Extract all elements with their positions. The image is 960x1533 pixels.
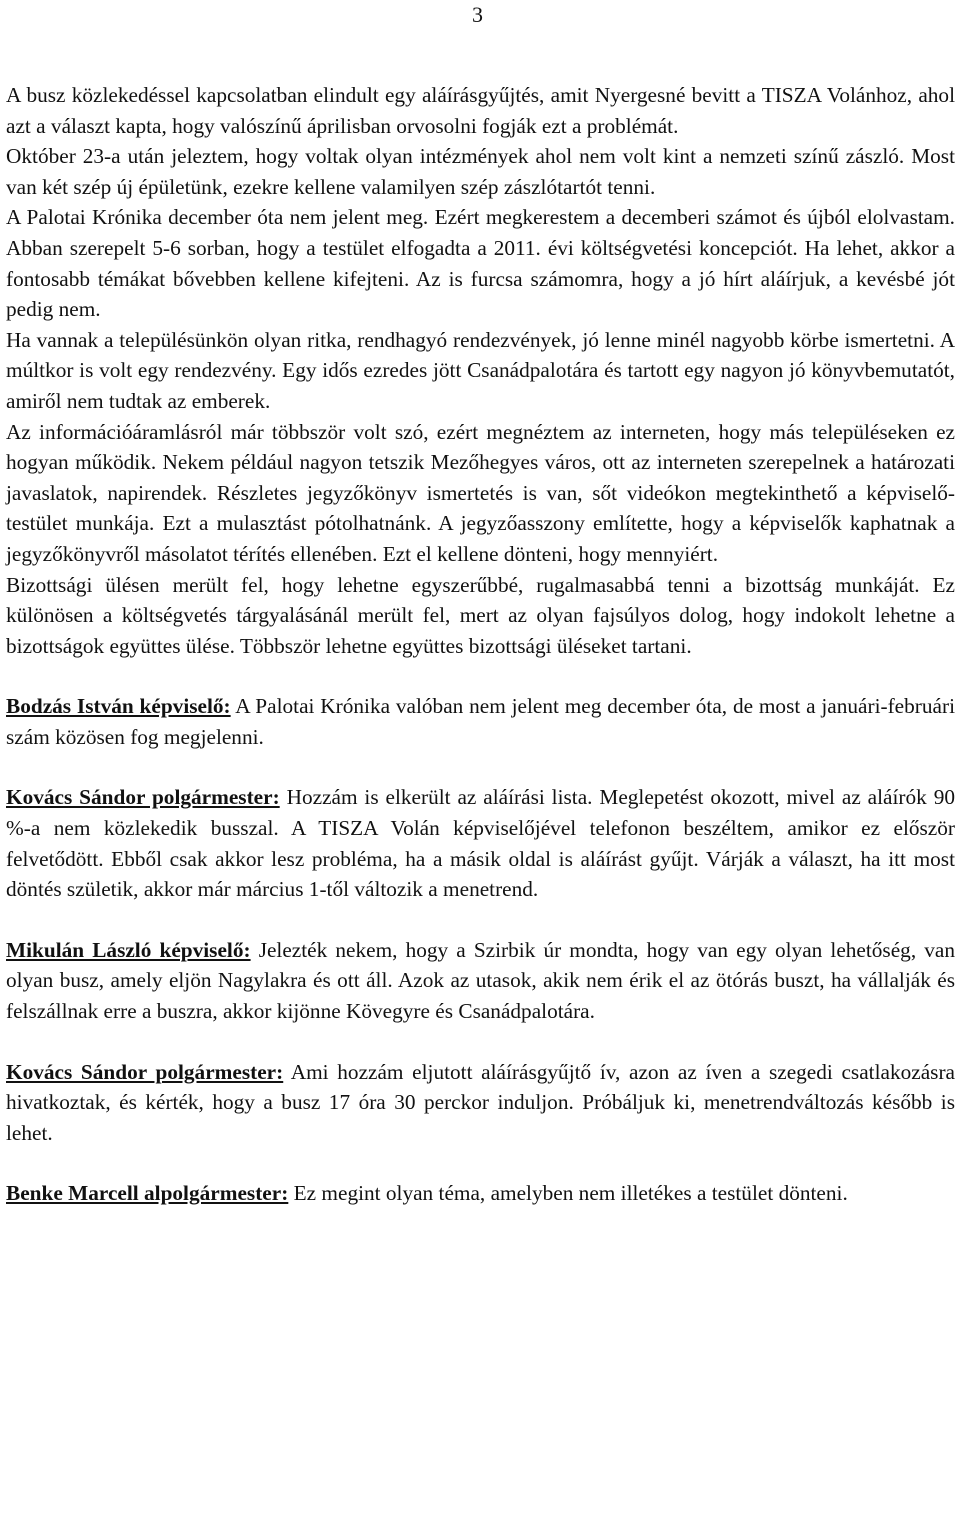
statement-text: A Palotai Krónika valóban nem jelent meg december óta, de most a januári-februári szám közösen fog megjelenni. [6, 694, 955, 749]
paragraph: A Palotai Krónika december óta nem jelent meg. Ezért megkerestem a decemberi számot és újból elolvastam. Abban szerepelt 5-6 sorban, hogy a testület elfogadta a 2011. évi költségvetési koncepciót. Ha lehet, akkor a fontosabb témákat bővebben kellene kifejteni. Az is furcsa számomra, hogy a jó hírt aláírjuk, a kevésbé jót pedig nem. [6, 205, 955, 322]
statement-text: Jelezték nekem, hogy a Szirbik úr mondta, hogy van egy olyan lehetőség, van olyan busz, amely eljön Nagylakra és ott áll. Azok az utasok, akik nem érik el az ötórás buszt, ha vállalják és felszállnak erre a buszra, akkor kijönne Kövegyre és Csanádpalotára. [6, 937, 955, 1024]
paragraph: Ha vannak a településünkön olyan ritka, rendhagyó rendezvények, jó lenne minél nagyobb körbe ismertetni. A múltkor is volt egy rendezvény. Egy idős ezredes jött Csanádpalotára és tartott egy nagyon jó könyvbemutatót, amiről nem tudtak az emberek. [6, 327, 955, 413]
paragraph: Bizottsági ülésen merült fel, hogy lehetne egyszerűbbé, rugalmasabbá tenni a bizottság munkáját. Ez különösen a költségvetés tárgyalásánál merült fel, mert az olyan fajsúlyos dolog, hogy indokolt lehetne a bizottságok együttes ülése. Többször lehetne együttes bizottsági üléseket tartani. [6, 572, 955, 658]
statement [6, 1178, 955, 1209]
speaker-name: Kovács Sándor polgármester: [6, 1059, 284, 1084]
statement [6, 935, 955, 1027]
speaker-name: Mikulán László képviselő: [6, 937, 251, 962]
statement [6, 1057, 955, 1149]
statement [6, 782, 955, 904]
paragraph: Az információáramlásról már többször volt szó, ezért megnéztem az interneten, hogy más településeken ez hogyan működik. Nekem például nagyon tetszik Mezőhegyes város, ott az interneten szerepelnek a határozati javaslatok, napirendek. Részletes jegyzőkönyv ismertetés is van, sőt videókon megtekinthető a képviselő-testület munkája. Ezt a mulasztást pótolhatnánk. A jegyzőasszony említette, hogy a képviselők kaphatnak a jegyzőkönyvről másolatot térítés ellenében. Ezt el kellene dönteni, hogy mennyiért. [6, 419, 955, 566]
statement-text: Ez megint olyan téma, amelyben nem illetékes a testület dönteni. [288, 1181, 848, 1206]
statement-text: Hozzám is elkerült az aláírási lista. Meglepetést okozott, mivel az aláírók 90 %-a nem közlekedik busszal. A TISZA Volán képviselőjével telefonon beszéltem, amikor ez először felvetődött. Ebből csak akkor lesz probléma, ha a másik oldal is aláírást gyűjt. Várják a választ, ha itt most döntés születik, akkor már március 1-től változik a menetrend. [6, 785, 956, 902]
paragraph: Október 23-a után jeleztem, hogy voltak olyan intézmények ahol nem volt kint a nemzeti színű zászló. Most van két szép új épületünk, ezekre kellene valamilyen szép zászlótartót tenni. [6, 144, 955, 199]
statement [6, 691, 955, 752]
speaker-name: Benke Marcell alpolgármester: [6, 1181, 289, 1206]
statement-text: Ami hozzám eljutott aláírásgyűjtő ív, azon az íven a szegedi csatlakozásra hivatkoztak, és kérték, hogy a busz 17 óra 30 perckor induljon. Próbáljuk ki, menetrendváltozás később is lehet. [6, 1059, 955, 1145]
paragraph: A busz közlekedéssel kapcsolatban elindult egy aláírásgyűjtés, amit Nyergesné bevitt a TISZA Volánhoz, ahol azt a választ kapta, hogy valószínű áprilisban orvosolni fogják ezt a problémát. [6, 83, 955, 138]
speaker-name: Bodzás István képviselő: [6, 694, 231, 719]
document-body [6, 80, 955, 1209]
page-number: 3 [472, 2, 483, 27]
speaker-name: Kovács Sándor polgármester: [6, 785, 280, 810]
